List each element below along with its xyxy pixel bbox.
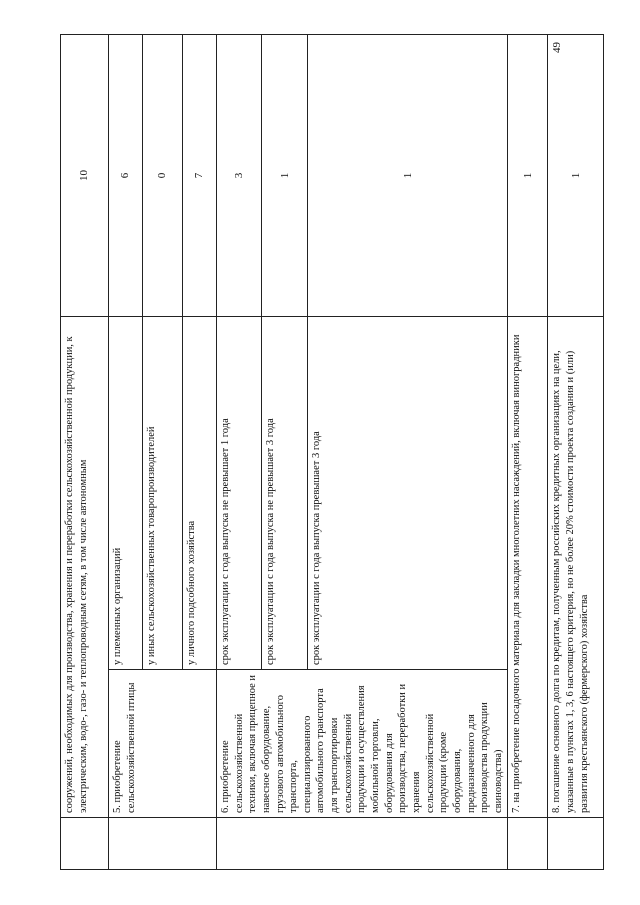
score-value: 1 (262, 35, 307, 317)
table-row (548, 35, 604, 870)
sub-text: срок эксплуатации с года выпуска не превышает 3 года (262, 317, 307, 670)
sub-text: срок эксплуатации с года выпуска превышает 3 года (307, 317, 508, 670)
row-text: сооружений, необходимых для производства, хранения и переработки сельскохозяйственной продукции, к электрическим, водо-, газо- и теплопроводным сетям, в том числе автономным (61, 317, 109, 818)
score-value: 1 (508, 35, 548, 317)
score-value: 6 (109, 35, 143, 317)
criteria-table (60, 34, 604, 870)
table-row (61, 35, 109, 870)
table-row (508, 35, 548, 870)
page-number: 49 (551, 42, 563, 53)
table-row (109, 35, 143, 870)
sub-text: срок эксплуатации с года выпуска не превышает 1 года (217, 317, 262, 670)
blank-cell (548, 818, 604, 870)
row-text: 8. погашение основного долга по кредитам, полученным российских кредитных организациях на цели, указанные в пунктах 1, 3, 6 настоящего критерия, но не более 20% стоимости проекта создания и (или) развития крестьянского (фермерского) хозяйства (548, 317, 604, 818)
score-value: 0 (143, 35, 183, 317)
row-label: 5. приобретение сельскохозяйственной птицы (109, 670, 217, 818)
score-value: 10 (61, 35, 109, 317)
score-value: 1 (548, 35, 604, 317)
blank-cell (109, 818, 217, 870)
blank-cell (61, 818, 109, 870)
score-value: 1 (307, 35, 508, 317)
row-text: 7. на приобретение посадочного материала для закладки многолетних насаждений, включая виноградники (508, 317, 548, 818)
score-value: 7 (183, 35, 217, 317)
sub-text: у личного подсобного хозяйства (183, 317, 217, 670)
sub-text: у племенных организаций (109, 317, 143, 670)
score-value: 3 (217, 35, 262, 317)
blank-cell (217, 818, 508, 870)
blank-cell (508, 818, 548, 870)
row-label: 6. приобретение сельскохозяйственной техники, включая прицепное и навесное оборудование, грузового автомобильного транспорта, специализированного автомобильного транспорта для транспортировки сельскохозяйственной продукции и осуществления мобильной торговли, оборудования для производства, переработки и хранения сельскохозяйственной продукции (кроме оборудования, предназначенного для производства продукции свиноводства) (217, 670, 508, 818)
sub-text: у иных сельскохозяйственных товаропроизводителей (143, 317, 183, 670)
table-row (217, 35, 262, 870)
